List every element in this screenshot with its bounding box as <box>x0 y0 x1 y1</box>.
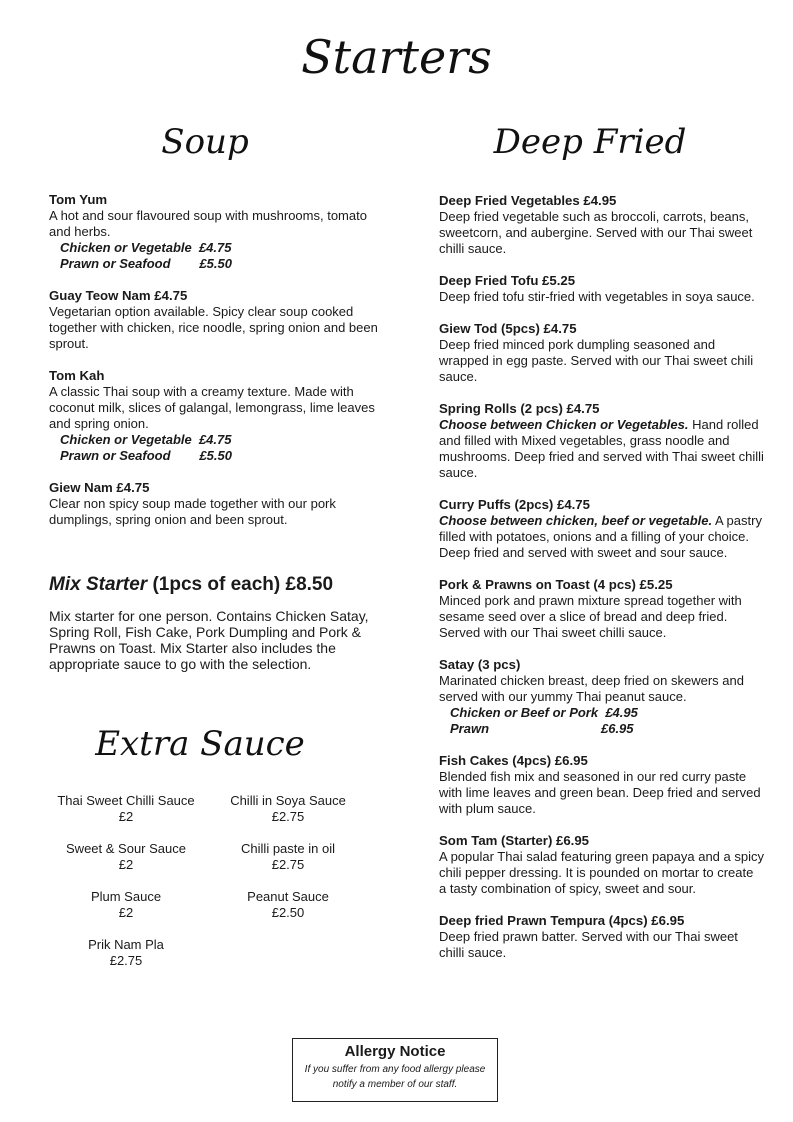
menu-item <box>439 273 764 305</box>
sauce-item <box>212 793 364 825</box>
menu-item-name: Deep fried Prawn Tempura (4pcs) £6.95 <box>439 913 685 928</box>
allergy-notice-text: If you suffer from any food allergy please notify a member of our staff. <box>304 1064 486 1090</box>
menu-item <box>439 753 764 817</box>
menu-item <box>439 833 764 897</box>
menu-item-name: Tom Kah <box>49 368 105 383</box>
mix-starter-title <box>49 574 379 596</box>
menu-item-description <box>439 337 764 385</box>
sauce-item <box>40 889 212 921</box>
menu-item-description <box>439 417 764 481</box>
sauce-price: £2 <box>118 905 134 920</box>
extra-sauce-list <box>40 793 370 969</box>
menu-item-description-text: Marinated chicken breast, deep fried on skewers and served with our yummy Thai peanut sauce. <box>439 673 744 704</box>
menu-item <box>49 288 379 352</box>
sauce-price: £2 <box>118 857 134 872</box>
mix-starter-description: Mix starter for one person. Contains Chicken Satay, Spring Roll, Fish Cake, Pork Dumpling and Pork & Prawns on Toast. Mix Starter also includes the appropriate sauce to go with the selection. <box>49 608 369 672</box>
menu-item-description-text: Hand rolled and filled with Mixed vegetables, grass noodle and mushrooms. Deep fried and served with Thai sweet chilli sauce. <box>439 417 764 480</box>
menu-item <box>49 368 379 464</box>
sauce-item <box>40 793 212 825</box>
menu-item-name: Giew Tod (5pcs) £4.75 <box>439 321 577 336</box>
sauce-name: Peanut Sauce <box>247 889 329 904</box>
menu-item-description-text: Clear non spicy soup made together with our pork dumplings, spring onion and been sprout. <box>49 496 336 527</box>
menu-item <box>49 192 379 272</box>
menu-item-description <box>439 769 764 817</box>
menu-item-description-text: Minced pork and prawn mixture spread together with sesame seed over a slice of bread and deep fried. Served with our Thai sweet chilli sauce. <box>439 593 742 640</box>
menu-item-description <box>439 289 764 305</box>
extra-sauce-heading: Extra Sauce <box>95 724 305 764</box>
menu-item-name: Fish Cakes (4pcs) £6.95 <box>439 753 588 768</box>
sauce-name: Chilli paste in oil <box>241 841 335 856</box>
deep-fried-heading: Deep Fried <box>493 122 687 162</box>
sauce-price: £2.75 <box>109 953 143 968</box>
mix-starter <box>49 574 379 672</box>
price-option: Chicken or Beef or Pork £4.95 <box>450 705 638 720</box>
menu-item-description <box>439 849 764 897</box>
menu-item-description-text: Deep fried prawn batter. Served with our Thai sweet chilli sauce. <box>439 929 738 960</box>
menu-item-price-options <box>60 240 379 272</box>
menu-item-description-text: Vegetarian option available. Spicy clear soup cooked together with chicken, rice noodle, spring onion and been sprout. <box>49 304 378 351</box>
menu-item <box>439 401 764 481</box>
price-option: Prawn or Seafood £5.50 <box>60 448 232 463</box>
menu-item-name: Spring Rolls (2 pcs) £4.75 <box>439 401 600 416</box>
menu-item-emphasis: Choose between Chicken or Vegetables. <box>439 417 689 432</box>
menu-item-description-text: Deep fried vegetable such as broccoli, carrots, beans, sweetcorn, and aubergine. Served with our Thai sweet chilli sauce. <box>439 209 753 256</box>
sauce-price: £2.75 <box>271 809 305 824</box>
menu-item-description <box>439 673 764 705</box>
menu-item-name: Tom Yum <box>49 192 108 207</box>
price-option: Chicken or Vegetable £4.75 <box>60 240 232 255</box>
menu-item-description <box>439 513 764 561</box>
sauce-item <box>40 937 212 969</box>
menu-item <box>439 577 764 641</box>
price-option: Prawn or Seafood £5.50 <box>60 256 232 271</box>
menu-item-price-options <box>60 432 379 464</box>
menu-item-description-text: Deep fried tofu stir-fried with vegetables in soya sauce. <box>439 289 755 304</box>
menu-item-name: Giew Nam £4.75 <box>49 480 150 495</box>
sauce-item <box>212 841 364 873</box>
sauce-name: Plum Sauce <box>90 889 162 904</box>
menu-item <box>439 657 764 737</box>
menu-item <box>439 193 764 257</box>
sauce-name: Thai Sweet Chilli Sauce <box>57 793 195 808</box>
menu-item <box>439 913 764 961</box>
mix-starter-detail: (1pcs of each) £8.50 <box>147 574 334 595</box>
menu-item-description <box>49 208 379 240</box>
menu-item-name: Som Tam (Starter) £6.95 <box>439 833 590 848</box>
menu-item-description <box>49 384 379 432</box>
menu-item-name: Pork & Prawns on Toast (4 pcs) £5.25 <box>439 577 673 592</box>
price-option: Prawn £6.95 <box>450 721 634 736</box>
menu-item <box>49 480 379 528</box>
deep-fried-section <box>439 193 764 977</box>
sauce-name: Chilli in Soya Sauce <box>230 793 346 808</box>
sauce-price: £2.50 <box>271 905 305 920</box>
menu-item-description-text: A popular Thai salad featuring green papaya and a spicy chili pepper dressing. It is pounded on mortar to create a tasty combination of spicy, sweet and sour. <box>439 849 764 896</box>
menu-item-description <box>49 496 379 528</box>
page-title: Starters <box>301 30 492 84</box>
sauce-price: £2 <box>118 809 134 824</box>
sauce-item <box>40 841 212 873</box>
soup-section <box>49 192 379 544</box>
mix-starter-name: Mix Starter <box>49 574 148 595</box>
menu-item <box>439 497 764 561</box>
sauce-name: Prik Nam Pla <box>88 937 164 952</box>
menu-item-price-options <box>450 705 764 737</box>
menu-item-description-text: A classic Thai soup with a creamy texture. Made with coconut milk, slices of galangal, lemongrass, lime leaves and spring onion. <box>49 384 375 431</box>
sauce-name: Sweet & Sour Sauce <box>66 841 186 856</box>
menu-item-name: Satay (3 pcs) <box>439 657 521 672</box>
menu-item-emphasis: Choose between chicken, beef or vegetable. <box>439 513 713 528</box>
menu-item-description-text: Blended fish mix and seasoned in our red curry paste with lime leaves and green bean. Deep fried and served with plum sauce. <box>439 769 761 816</box>
menu-item-name: Guay Teow Nam £4.75 <box>49 288 188 303</box>
menu-item-name: Curry Puffs (2pcs) £4.75 <box>439 497 590 512</box>
allergy-notice-title: Allergy Notice <box>344 1043 446 1060</box>
soup-heading: Soup <box>161 122 249 162</box>
menu-item-description-text: A hot and sour flavoured soup with mushrooms, tomato and herbs. <box>49 208 367 239</box>
sauce-price: £2.75 <box>271 857 305 872</box>
menu-item-description-text: A pastry filled with potatoes, onions and a filling of your choice. Deep fried and served with sweet and sour sauce. <box>439 513 762 560</box>
menu-item <box>439 321 764 385</box>
menu-item-description <box>439 209 764 257</box>
menu-item-description <box>439 929 764 961</box>
allergy-notice <box>292 1038 498 1102</box>
menu-item-description-text: Deep fried minced pork dumpling seasoned and wrapped in egg paste. Served with our Thai sweet chili sauce. <box>439 337 754 384</box>
menu-item-name: Deep Fried Tofu £5.25 <box>439 273 576 288</box>
price-option: Chicken or Vegetable £4.75 <box>60 432 232 447</box>
menu-item-name: Deep Fried Vegetables £4.95 <box>439 193 617 208</box>
menu-item-description <box>49 304 379 352</box>
menu-item-description <box>439 593 764 641</box>
sauce-item <box>212 889 364 921</box>
